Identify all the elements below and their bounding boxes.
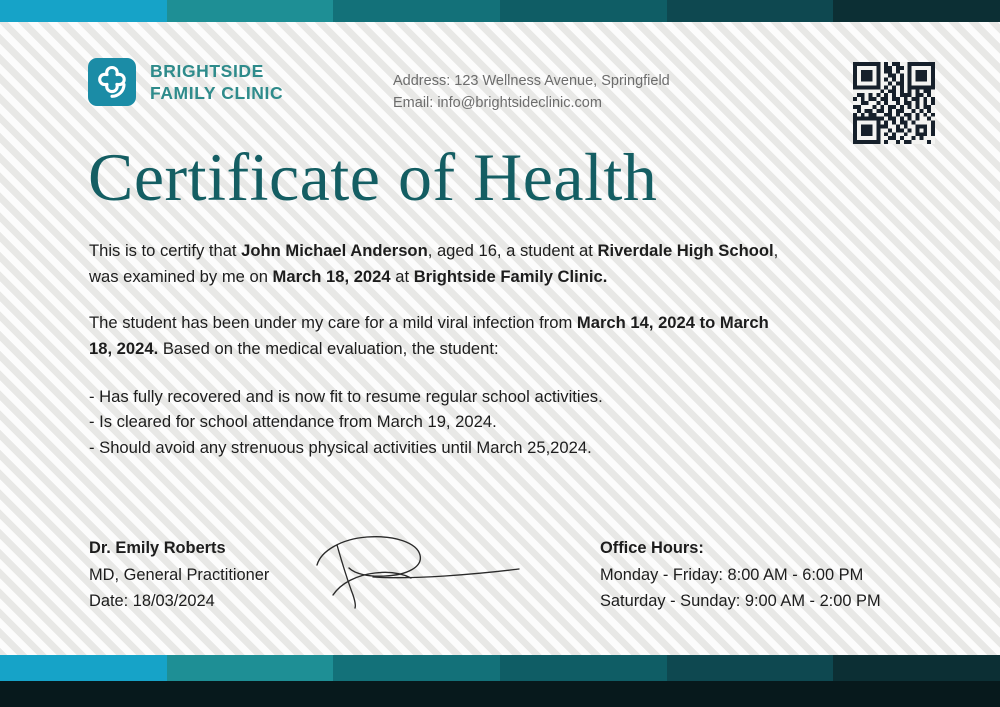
color-band-4 — [500, 655, 667, 681]
medical-cross-clover-icon — [88, 58, 136, 106]
qr-code-icon[interactable] — [850, 62, 938, 144]
color-band-2 — [167, 0, 334, 22]
exam-date: March 18, 2024 — [272, 266, 391, 286]
color-band-1 — [0, 0, 167, 22]
bottom-color-band-strip — [0, 655, 1000, 681]
color-band-4 — [500, 0, 667, 22]
office-hours-heading: Office Hours: — [600, 539, 704, 557]
school-name: Riverdale High School — [597, 241, 774, 260]
footer-dark-bar — [0, 681, 1000, 707]
student-name: John Michael Anderson — [241, 241, 428, 260]
certificate-header — [88, 58, 938, 124]
p2-text-1: The student has been under my care for a mild viral infection from — [89, 312, 577, 332]
clinic-name-line-2: FAMILY CLINIC — [150, 83, 284, 103]
p2-text-2: Based on the medical evaluation, the student: — [158, 338, 499, 358]
paragraph-certify — [89, 238, 789, 290]
color-band-3 — [333, 655, 500, 681]
clinic-contact-info — [393, 70, 670, 115]
office-hours-weekday: Monday - Friday: 8:00 AM - 6:00 PM — [600, 565, 864, 584]
color-band-6 — [833, 0, 1000, 22]
signer-date: Date: 18/03/2024 — [89, 592, 215, 611]
handwritten-signature — [311, 533, 526, 611]
certificate-body — [89, 238, 789, 461]
list-item: - Is cleared for school attendance from March 19, 2024. — [89, 412, 497, 432]
p1-text-3: , was examined by me on — [89, 241, 779, 286]
clinic-name — [150, 60, 283, 105]
clinic-brand — [88, 58, 283, 106]
list-item: - Should avoid any strenuous physical activities until March 25,2024. — [89, 437, 592, 457]
page-title: Certificate of Health — [88, 139, 658, 215]
paragraph-care — [89, 310, 789, 362]
office-hours-weekend: Saturday - Sunday: 9:00 AM - 2:00 PM — [600, 592, 881, 611]
findings-list — [89, 384, 789, 461]
clinic-email: Email: info@brightsideclinic.com — [393, 95, 602, 112]
clinic-name-line-1: BRIGHTSIDE — [150, 60, 264, 81]
list-item: - Has fully recovered and is now fit to resume regular school activities. — [89, 386, 603, 406]
p1-text-1: This is to certify that — [89, 241, 242, 260]
color-band-6 — [833, 655, 1000, 681]
color-band-2 — [167, 655, 334, 681]
signer-block — [89, 535, 269, 615]
signer-title: MD, General Practitioner — [89, 565, 270, 584]
p1-text-2: , aged 16, a student at — [427, 241, 598, 260]
top-color-band-strip — [0, 0, 1000, 22]
care-date-range: March 14, 2024 to March 18, 2024. — [89, 312, 769, 358]
certificate-footer — [89, 535, 919, 615]
color-band-5 — [667, 655, 834, 681]
color-band-3 — [333, 0, 500, 22]
color-band-5 — [667, 0, 834, 22]
signer-name: Dr. Emily Roberts — [89, 539, 226, 557]
color-band-1 — [0, 655, 167, 681]
clinic-name-inline: Brightside Family Clinic. — [413, 266, 608, 286]
p1-text-4: at — [390, 266, 414, 286]
clinic-address: Address: 123 Wellness Avenue, Springfield — [393, 73, 670, 89]
office-hours-block — [600, 535, 881, 615]
